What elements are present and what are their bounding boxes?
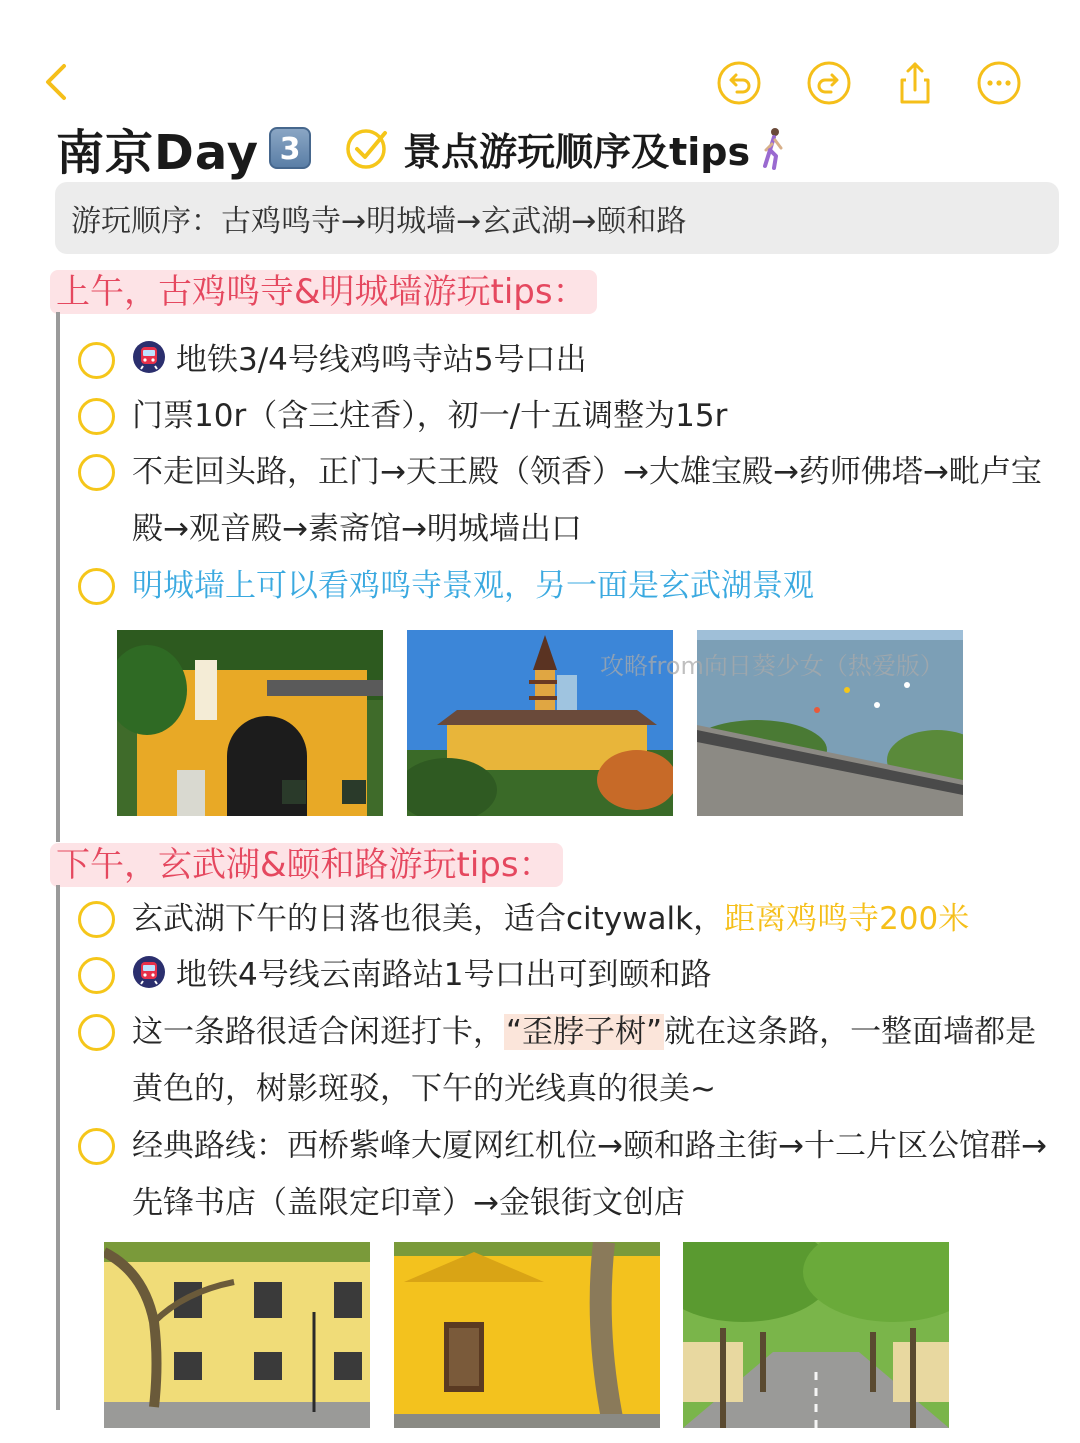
checkbox[interactable] (78, 901, 115, 938)
list-item (78, 444, 1058, 558)
list-item-text: 经典路线：西桥紫峰大厦网红机位→颐和路主街→十二片区公馆群→先锋书店（盖限定印章）→金银街文创店 (132, 1128, 1047, 1221)
yellow-wall-crooked-tree-photo (104, 1242, 370, 1428)
page-subtitle: 景点游玩顺序及tips (403, 129, 751, 174)
more-button[interactable] (976, 60, 1022, 106)
list-item-text: 明城墙上可以看鸡鸣寺景观，另一面是玄武湖景观 (132, 568, 814, 604)
list-item (78, 388, 1058, 445)
tree-lined-street-photo (683, 1242, 949, 1428)
keycap-number-badge: 3 (269, 127, 311, 169)
crooked-tree-highlight: “歪脖子树” (506, 1014, 663, 1050)
list-item (78, 1004, 1058, 1118)
checkbox[interactable] (78, 1014, 115, 1051)
yellow-house-window-photo (394, 1242, 660, 1428)
list-item (78, 947, 1058, 1004)
watermark-text: 攻略from向日葵少女（热爱版） (600, 652, 944, 680)
checkbox[interactable] (78, 454, 115, 491)
checkbox[interactable] (78, 1128, 115, 1165)
page-title: 南京Day (56, 124, 260, 181)
chevron-left-icon (38, 56, 78, 106)
metro-train-icon (132, 955, 166, 989)
checkmark-icon (345, 125, 391, 171)
list-item-text: 地铁3/4号线鸡鸣寺站5号口出 (176, 342, 587, 378)
share-button[interactable] (892, 60, 938, 106)
person-walking-icon (758, 126, 788, 170)
afternoon-section-heading: 下午，玄武湖&颐和路游玩tips： (50, 843, 563, 887)
share-icon (892, 60, 938, 106)
list-item-text: 就在这条路，一整面墙都是黄色的，树影斑驳，下午的光线真的很美~ (132, 1014, 1037, 1107)
list-item-text: 地铁4号线云南路站1号口出可到颐和路 (176, 957, 712, 993)
list-item-text: 这一条路很适合闲逛打卡， (132, 1014, 504, 1050)
checkbox[interactable] (78, 568, 115, 605)
top-toolbar (0, 52, 1080, 122)
list-item (78, 1118, 1058, 1232)
checkbox[interactable] (78, 342, 115, 379)
jiming-temple-gate-photo (117, 630, 383, 816)
redo-icon (806, 60, 852, 106)
undo-icon (716, 60, 762, 106)
list-item (78, 332, 1058, 389)
section-divider-bar (56, 312, 60, 842)
list-item-text: 不走回头路，正门→天王殿（领香）→大雄宝殿→药师佛塔→毗卢宝殿→观音殿→素斋馆→明城墙出口 (132, 454, 1042, 547)
checkbox[interactable] (78, 398, 115, 435)
title-row (56, 118, 788, 181)
list-item (78, 891, 1058, 948)
list-item (78, 558, 1058, 615)
back-button[interactable] (38, 56, 78, 106)
list-item-text: 玄武湖下午的日落也很美，适合citywalk， (132, 901, 725, 937)
morning-section-heading: 上午，古鸡鸣寺&明城墙游玩tips： (50, 270, 597, 314)
section-divider-bar (56, 885, 60, 1410)
list-item-text: 门票10r（含三炷香），初一/十五调整为15r (132, 398, 728, 434)
metro-train-icon (132, 340, 166, 374)
route-order-box (55, 182, 1059, 254)
checkbox[interactable] (78, 957, 115, 994)
distance-highlight: 距离鸡鸣寺200米 (724, 901, 970, 937)
undo-button[interactable] (716, 60, 762, 106)
route-order-text: 游玩顺序：古鸡鸣寺→明城墙→玄武湖→颐和路 (71, 204, 687, 239)
redo-button[interactable] (806, 60, 852, 106)
more-icon (976, 60, 1022, 106)
